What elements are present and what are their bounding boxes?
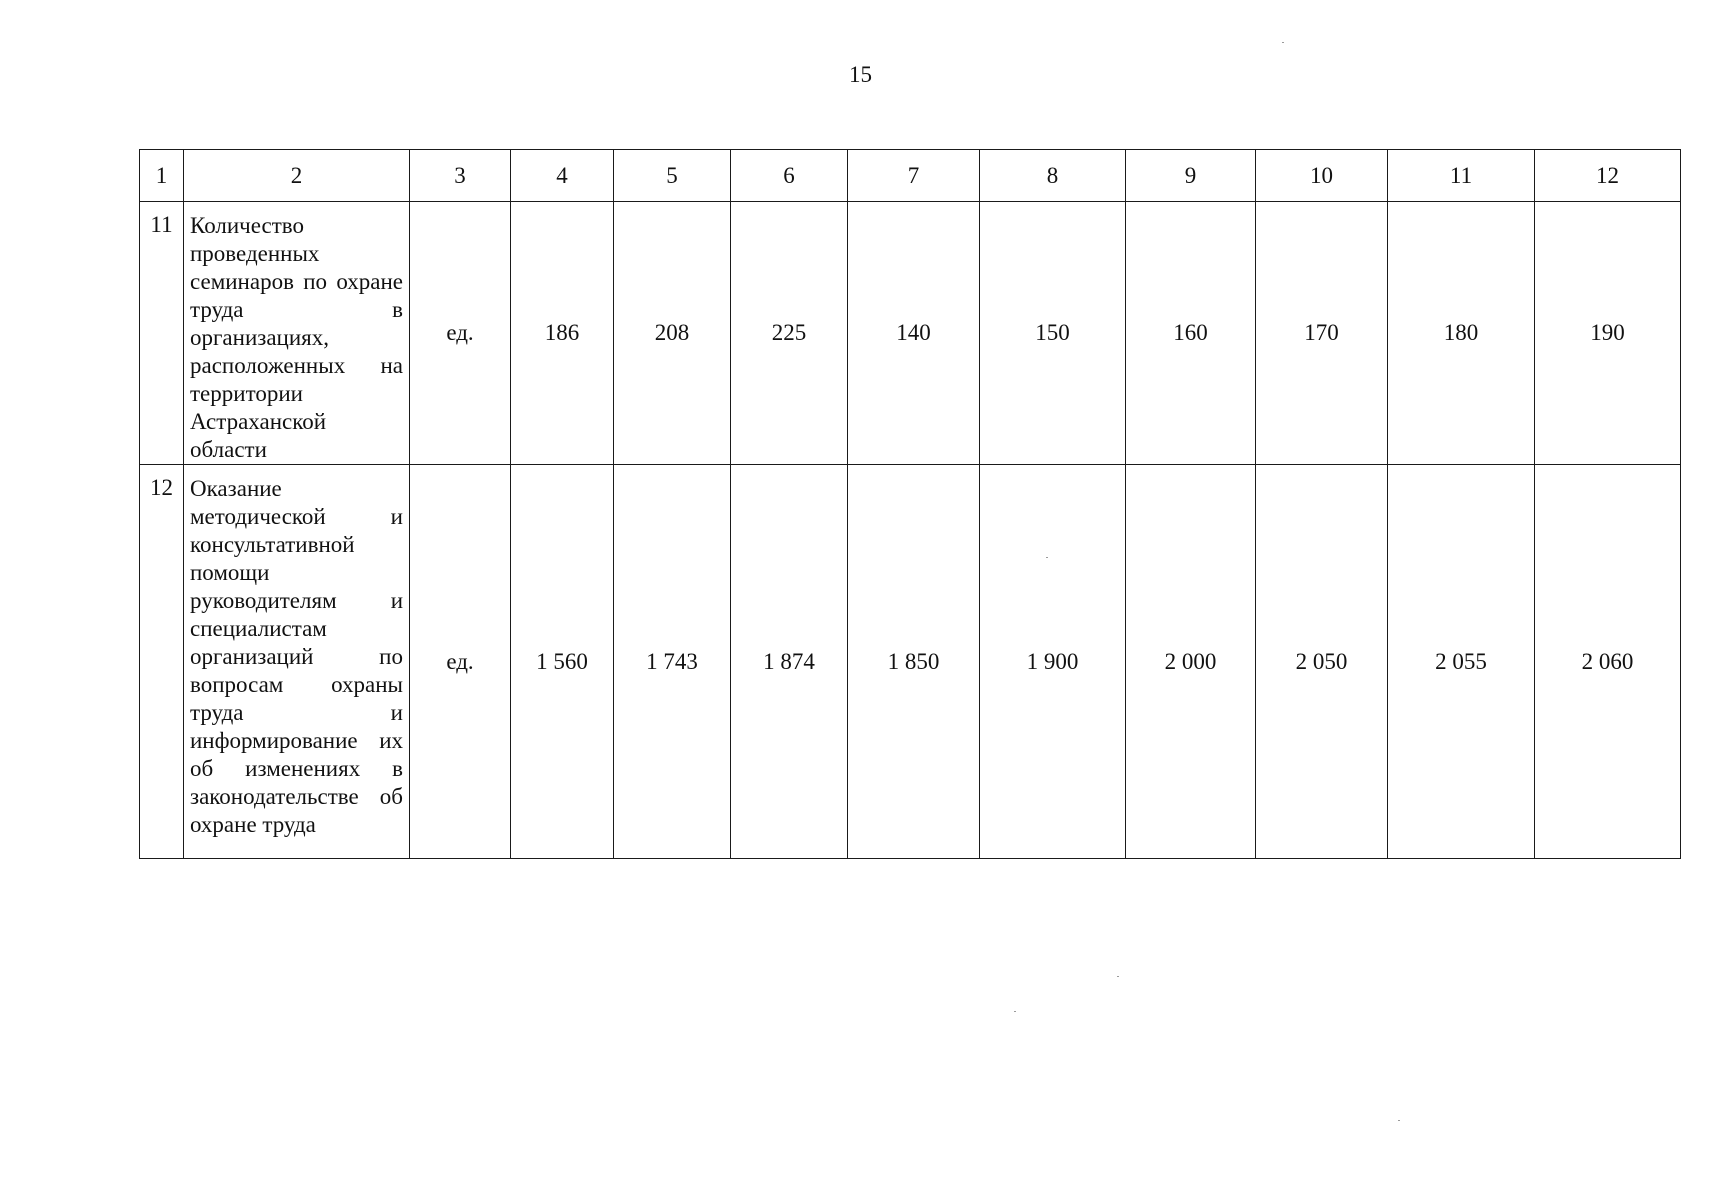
header-cell: 1 (140, 150, 184, 202)
value-cell: 2 060 (1535, 465, 1681, 859)
value-cell: 1 900 (980, 465, 1126, 859)
scan-speck (1398, 1120, 1400, 1121)
header-cell: 11 (1388, 150, 1535, 202)
header-cell: 5 (614, 150, 731, 202)
value-cell: 2 000 (1126, 465, 1256, 859)
header-cell: 10 (1256, 150, 1388, 202)
header-cell: 6 (731, 150, 848, 202)
scan-speck (1014, 1011, 1016, 1012)
value-cell: 1 560 (511, 465, 614, 859)
scan-speck (1046, 557, 1048, 558)
indicator-name (184, 202, 410, 465)
header-cell: 9 (1126, 150, 1256, 202)
value-cell: 2 055 (1388, 465, 1535, 859)
indicator-name-text: Оказание методической и консультативной помощи руководителям и специалистам организаций по вопросам охраны труда и информирование их об изменениях в законодательстве об охране труда (190, 476, 403, 837)
indicators-table (139, 149, 1681, 859)
header-cell: 12 (1535, 150, 1681, 202)
value-cell: 150 (980, 202, 1126, 465)
table-row (140, 465, 1681, 859)
table-row (140, 202, 1681, 465)
page-number: 15 (849, 62, 872, 87)
value-cell: 208 (614, 202, 731, 465)
value-cell: 186 (511, 202, 614, 465)
value-cell: 160 (1126, 202, 1256, 465)
value-cell: 170 (1256, 202, 1388, 465)
value-cell: 190 (1535, 202, 1681, 465)
header-cell: 4 (511, 150, 614, 202)
indicator-name (184, 465, 410, 859)
value-cell: 140 (848, 202, 980, 465)
header-cell: 2 (184, 150, 410, 202)
value-cell: 1 743 (614, 465, 731, 859)
scan-speck (1117, 976, 1119, 977)
header-cell: 7 (848, 150, 980, 202)
header-cell: 3 (410, 150, 511, 202)
table-header-row (140, 150, 1681, 202)
header-cell: 8 (980, 150, 1126, 202)
row-number: 12 (140, 465, 184, 859)
unit-cell: ед. (410, 202, 511, 465)
value-cell: 180 (1388, 202, 1535, 465)
value-cell: 2 050 (1256, 465, 1388, 859)
unit-cell: ед. (410, 465, 511, 859)
row-number: 11 (140, 202, 184, 465)
value-cell: 1 850 (848, 465, 980, 859)
scan-speck (1282, 42, 1284, 43)
value-cell: 1 874 (731, 465, 848, 859)
value-cell: 225 (731, 202, 848, 465)
indicator-name-text: Количество проведенных семинаров по охране труда в организациях, расположенных на территории Астраханской области (190, 213, 403, 462)
